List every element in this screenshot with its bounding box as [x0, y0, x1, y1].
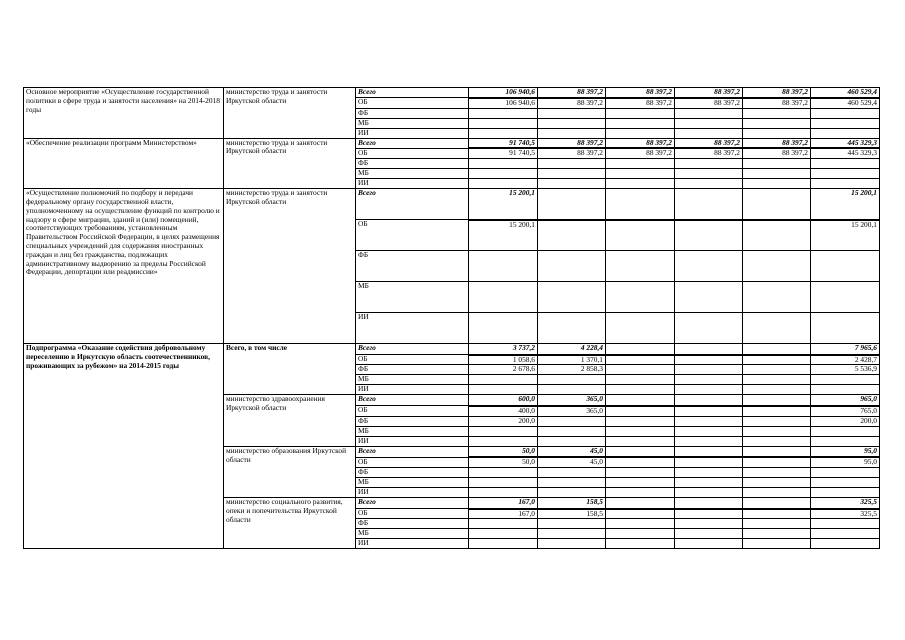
funding-source-cell: ФБ	[356, 159, 469, 169]
amount-cell	[538, 313, 606, 344]
amount-cell: 45,0	[538, 457, 606, 467]
amount-cell	[606, 118, 675, 128]
amount-cell	[743, 159, 811, 169]
amount-cell	[469, 436, 538, 446]
amount-cell	[675, 529, 743, 539]
amount-cell: 2 678,6	[469, 365, 538, 375]
total-amount-cell: 5 536,9	[811, 365, 880, 375]
amount-cell	[675, 436, 743, 446]
amount-cell	[743, 529, 811, 539]
funding-source-cell: ИИ	[356, 179, 469, 189]
funding-source-cell: ФБ	[356, 416, 469, 426]
amount-cell: 600,0	[469, 395, 538, 406]
funding-source-cell: Всего	[356, 344, 469, 355]
amount-cell	[469, 385, 538, 395]
amount-cell	[606, 189, 675, 220]
amount-cell: 365,0	[538, 406, 606, 416]
responsible-executor-cell: министерство здравоохранения Иркутской области	[224, 395, 356, 446]
amount-cell	[469, 519, 538, 529]
amount-cell	[469, 529, 538, 539]
amount-cell	[606, 169, 675, 179]
amount-cell	[606, 446, 675, 457]
amount-cell	[538, 416, 606, 426]
funding-source-cell: Всего	[356, 498, 469, 509]
amount-cell	[743, 108, 811, 118]
amount-cell	[743, 251, 811, 282]
total-amount-cell	[811, 251, 880, 282]
amount-cell: 88 397,2	[743, 138, 811, 148]
total-amount-cell: 460 529,4	[811, 88, 880, 98]
amount-cell	[538, 385, 606, 395]
amount-cell	[675, 385, 743, 395]
total-amount-cell	[811, 385, 880, 395]
total-amount-cell	[811, 128, 880, 138]
amount-cell	[469, 179, 538, 189]
amount-cell	[606, 509, 675, 519]
amount-cell: 158,5	[538, 509, 606, 519]
amount-cell: 200,0	[469, 416, 538, 426]
responsible-executor-cell: Всего, в том числе	[224, 344, 356, 395]
total-amount-cell	[811, 436, 880, 446]
funding-source-cell: ОБ	[356, 406, 469, 416]
amount-cell	[469, 426, 538, 436]
amount-cell	[743, 426, 811, 436]
amount-cell	[606, 478, 675, 488]
table-row	[24, 344, 880, 355]
amount-cell	[675, 498, 743, 509]
amount-cell	[469, 375, 538, 385]
amount-cell	[606, 282, 675, 313]
amount-cell: 88 397,2	[743, 88, 811, 98]
amount-cell: 106 940,6	[469, 98, 538, 108]
total-amount-cell: 15 200,1	[811, 220, 880, 251]
amount-cell	[538, 529, 606, 539]
amount-cell	[469, 282, 538, 313]
funding-source-cell: ОБ	[356, 457, 469, 467]
amount-cell	[606, 355, 675, 365]
amount-cell	[743, 169, 811, 179]
amount-cell	[743, 539, 811, 549]
amount-cell	[538, 478, 606, 488]
amount-cell	[606, 519, 675, 529]
total-amount-cell	[811, 169, 880, 179]
amount-cell	[675, 395, 743, 406]
amount-cell	[675, 446, 743, 457]
amount-cell	[743, 375, 811, 385]
amount-cell	[606, 406, 675, 416]
amount-cell	[469, 118, 538, 128]
amount-cell	[675, 220, 743, 251]
amount-cell	[538, 169, 606, 179]
funding-source-cell: МБ	[356, 529, 469, 539]
amount-cell	[606, 375, 675, 385]
amount-cell: 88 397,2	[538, 138, 606, 148]
page-bottom-margin	[0, 600, 905, 640]
amount-cell	[606, 365, 675, 375]
amount-cell: 88 397,2	[538, 148, 606, 158]
responsible-executor-cell: министерство труда и занятости Иркутской области	[224, 189, 356, 344]
amount-cell: 88 397,2	[538, 98, 606, 108]
total-amount-cell	[811, 282, 880, 313]
amount-cell	[469, 539, 538, 549]
activity-description-cell: «Обеспечение реализации программ Министерством»	[24, 138, 224, 189]
amount-cell	[469, 468, 538, 478]
amount-cell	[538, 375, 606, 385]
amount-cell	[743, 519, 811, 529]
amount-cell	[675, 344, 743, 355]
amount-cell	[606, 313, 675, 344]
amount-cell: 88 397,2	[675, 98, 743, 108]
amount-cell	[469, 169, 538, 179]
total-amount-cell: 325,5	[811, 498, 880, 509]
amount-cell	[538, 118, 606, 128]
amount-cell	[538, 488, 606, 498]
amount-cell: 88 397,2	[675, 88, 743, 98]
amount-cell	[469, 108, 538, 118]
funding-source-cell: МБ	[356, 169, 469, 179]
amount-cell: 50,0	[469, 457, 538, 467]
funding-source-cell: ФБ	[356, 108, 469, 118]
amount-cell	[606, 468, 675, 478]
funding-source-cell: ОБ	[356, 148, 469, 158]
amount-cell	[675, 159, 743, 169]
amount-cell	[743, 436, 811, 446]
funding-source-cell: ИИ	[356, 539, 469, 549]
amount-cell: 167,0	[469, 509, 538, 519]
activity-description-cell: Подпрограмма «Оказание содействия добровольному переселению в Иркутскую область соотечественников, проживающих за рубежом» на 2014-2015 годы	[24, 344, 224, 549]
amount-cell	[675, 313, 743, 344]
amount-cell	[606, 436, 675, 446]
total-amount-cell: 200,0	[811, 416, 880, 426]
amount-cell: 88 397,2	[675, 138, 743, 148]
amount-cell	[538, 282, 606, 313]
funding-source-cell: МБ	[356, 375, 469, 385]
amount-cell: 4 228,4	[538, 344, 606, 355]
amount-cell	[743, 395, 811, 406]
amount-cell	[675, 355, 743, 365]
amount-cell: 88 397,2	[538, 88, 606, 98]
amount-cell	[743, 355, 811, 365]
amount-cell	[675, 539, 743, 549]
funding-source-cell: ОБ	[356, 509, 469, 519]
total-amount-cell: 325,5	[811, 509, 880, 519]
amount-cell	[743, 498, 811, 509]
total-amount-cell	[811, 159, 880, 169]
amount-cell: 45,0	[538, 446, 606, 457]
total-amount-cell	[811, 529, 880, 539]
budget-table	[23, 87, 880, 549]
amount-cell	[743, 488, 811, 498]
total-amount-cell: 7 965,6	[811, 344, 880, 355]
total-amount-cell	[811, 108, 880, 118]
amount-cell	[606, 539, 675, 549]
amount-cell: 158,5	[538, 498, 606, 509]
amount-cell	[743, 446, 811, 457]
amount-cell	[469, 488, 538, 498]
amount-cell	[538, 108, 606, 118]
amount-cell	[606, 457, 675, 467]
funding-source-cell: ИИ	[356, 128, 469, 138]
funding-source-cell: ИИ	[356, 313, 469, 344]
amount-cell	[675, 509, 743, 519]
total-amount-cell: 460 529,4	[811, 98, 880, 108]
amount-cell	[606, 159, 675, 169]
funding-source-cell: Всего	[356, 138, 469, 148]
total-amount-cell	[811, 519, 880, 529]
total-amount-cell: 445 329,3	[811, 138, 880, 148]
amount-cell	[743, 385, 811, 395]
amount-cell	[675, 251, 743, 282]
amount-cell	[743, 220, 811, 251]
funding-source-cell: МБ	[356, 426, 469, 436]
amount-cell	[675, 128, 743, 138]
total-amount-cell: 95,0	[811, 446, 880, 457]
amount-cell	[675, 426, 743, 436]
amount-cell	[743, 313, 811, 344]
funding-source-cell: ФБ	[356, 251, 469, 282]
activity-description-cell: «Осуществление полномочий по подбору и передачи федеральному органу государственной власти, уполномоченному на осуществление функций по контролю и надзору в сфере миграции, зданий и (или) помещений, соответствующих требованиям, установленным Правительством Российской Федерации, в целях размещения специальных учреждений для содержания иностранных граждан и лиц без гражданства, подлежащих административному выдворению за пределы Российской Федерации, депортации или реадмиссии»	[24, 189, 224, 344]
amount-cell	[743, 118, 811, 128]
amount-cell: 88 397,2	[743, 148, 811, 158]
amount-cell	[538, 220, 606, 251]
amount-cell	[743, 416, 811, 426]
amount-cell	[675, 468, 743, 478]
amount-cell	[675, 365, 743, 375]
amount-cell	[743, 406, 811, 416]
amount-cell	[469, 128, 538, 138]
amount-cell	[538, 179, 606, 189]
amount-cell: 1 058,6	[469, 355, 538, 365]
amount-cell	[743, 468, 811, 478]
amount-cell	[469, 313, 538, 344]
responsible-executor-cell: министерство труда и занятости Иркутской области	[224, 88, 356, 139]
amount-cell: 50,0	[469, 446, 538, 457]
amount-cell	[606, 426, 675, 436]
funding-source-cell: Всего	[356, 395, 469, 406]
amount-cell: 167,0	[469, 498, 538, 509]
responsible-executor-cell: министерство образования Иркутской области	[224, 446, 356, 497]
amount-cell	[606, 108, 675, 118]
total-amount-cell: 15 200,1	[811, 189, 880, 220]
amount-cell: 1 370,1	[538, 355, 606, 365]
amount-cell	[606, 220, 675, 251]
total-amount-cell	[811, 426, 880, 436]
amount-cell: 106 940,6	[469, 88, 538, 98]
total-amount-cell	[811, 179, 880, 189]
amount-cell	[743, 478, 811, 488]
amount-cell: 88 397,2	[606, 148, 675, 158]
amount-cell	[675, 488, 743, 498]
amount-cell	[675, 179, 743, 189]
total-amount-cell	[811, 488, 880, 498]
amount-cell	[675, 416, 743, 426]
amount-cell	[606, 179, 675, 189]
amount-cell	[675, 478, 743, 488]
amount-cell: 88 397,2	[743, 98, 811, 108]
total-amount-cell	[811, 118, 880, 128]
amount-cell	[606, 385, 675, 395]
total-amount-cell: 2 428,7	[811, 355, 880, 365]
amount-cell	[538, 189, 606, 220]
amount-cell	[538, 468, 606, 478]
amount-cell: 2 858,3	[538, 365, 606, 375]
budget-table-body	[24, 88, 880, 549]
funding-source-cell: Всего	[356, 88, 469, 98]
amount-cell	[606, 395, 675, 406]
amount-cell	[606, 128, 675, 138]
funding-source-cell: МБ	[356, 282, 469, 313]
funding-source-cell: ОБ	[356, 220, 469, 251]
total-amount-cell	[811, 468, 880, 478]
amount-cell: 15 200,1	[469, 189, 538, 220]
amount-cell	[743, 282, 811, 313]
amount-cell	[675, 519, 743, 529]
amount-cell: 91 740,5	[469, 148, 538, 158]
amount-cell	[606, 251, 675, 282]
total-amount-cell: 95,0	[811, 457, 880, 467]
amount-cell	[675, 282, 743, 313]
funding-source-cell: ИИ	[356, 488, 469, 498]
responsible-executor-cell: министерство социального развития, опеки и попечительства Иркутской области	[224, 498, 356, 549]
amount-cell: 88 397,2	[606, 98, 675, 108]
amount-cell	[675, 406, 743, 416]
amount-cell	[743, 189, 811, 220]
amount-cell	[538, 426, 606, 436]
funding-source-cell: ФБ	[356, 468, 469, 478]
total-amount-cell: 765,0	[811, 406, 880, 416]
amount-cell	[743, 509, 811, 519]
amount-cell	[469, 251, 538, 282]
amount-cell: 88 397,2	[606, 138, 675, 148]
amount-cell: 88 397,2	[675, 148, 743, 158]
amount-cell: 400,0	[469, 406, 538, 416]
amount-cell	[606, 498, 675, 509]
amount-cell	[538, 519, 606, 529]
amount-cell	[606, 488, 675, 498]
funding-source-cell: ИИ	[356, 436, 469, 446]
amount-cell: 365,0	[538, 395, 606, 406]
total-amount-cell	[811, 539, 880, 549]
amount-cell: 3 737,2	[469, 344, 538, 355]
amount-cell: 88 397,2	[606, 88, 675, 98]
funding-source-cell: Всего	[356, 189, 469, 220]
activity-description-cell: Основное мероприятие «Осуществление государственной политики в сфере труда и занятости населения» на 2014-2018 годы	[24, 88, 224, 139]
amount-cell	[743, 179, 811, 189]
funding-source-cell: МБ	[356, 478, 469, 488]
total-amount-cell: 445 329,3	[811, 148, 880, 158]
table-row	[24, 138, 880, 148]
total-amount-cell	[811, 478, 880, 488]
amount-cell: 15 200,1	[469, 220, 538, 251]
amount-cell	[743, 457, 811, 467]
amount-cell: 91 740,5	[469, 138, 538, 148]
amount-cell	[743, 365, 811, 375]
amount-cell	[606, 529, 675, 539]
amount-cell	[538, 159, 606, 169]
table-row	[24, 189, 880, 220]
amount-cell	[606, 416, 675, 426]
amount-cell	[469, 159, 538, 169]
funding-source-cell: МБ	[356, 118, 469, 128]
amount-cell	[675, 457, 743, 467]
funding-source-cell: ФБ	[356, 519, 469, 529]
funding-source-cell: ФБ	[356, 365, 469, 375]
amount-cell	[538, 128, 606, 138]
funding-source-cell: ОБ	[356, 355, 469, 365]
total-amount-cell: 965,0	[811, 395, 880, 406]
total-amount-cell	[811, 375, 880, 385]
amount-cell	[675, 375, 743, 385]
responsible-executor-cell: министерство труда и занятости Иркутской области	[224, 138, 356, 189]
amount-cell	[743, 128, 811, 138]
table-row	[24, 88, 880, 98]
amount-cell	[743, 344, 811, 355]
funding-source-cell: ОБ	[356, 98, 469, 108]
amount-cell	[675, 108, 743, 118]
amount-cell	[675, 189, 743, 220]
amount-cell	[469, 478, 538, 488]
amount-cell	[606, 344, 675, 355]
funding-source-cell: Всего	[356, 446, 469, 457]
amount-cell	[538, 539, 606, 549]
amount-cell	[538, 251, 606, 282]
amount-cell	[675, 118, 743, 128]
total-amount-cell	[811, 313, 880, 344]
funding-source-cell: ИИ	[356, 385, 469, 395]
amount-cell	[538, 436, 606, 446]
amount-cell	[675, 169, 743, 179]
